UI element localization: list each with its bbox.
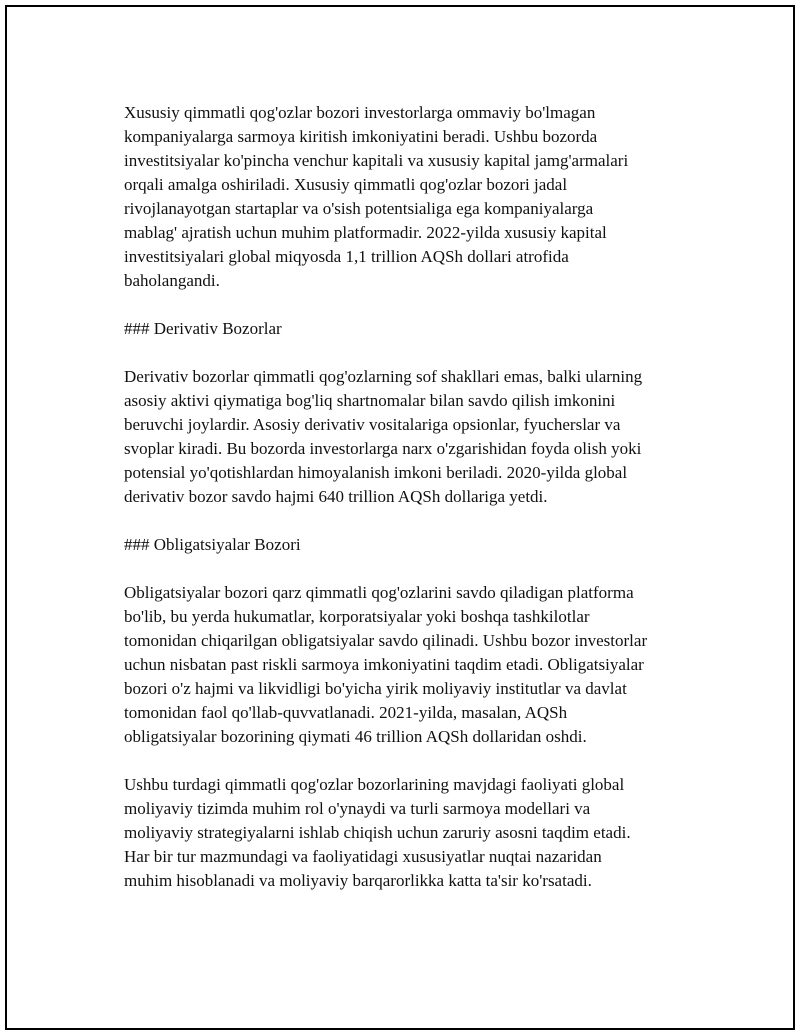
heading-bond-market: ### Obligatsiyalar Bozori bbox=[124, 535, 301, 554]
page-frame bbox=[5, 5, 795, 1030]
document-body bbox=[124, 101, 694, 917]
paragraph-derivatives: Derivativ bozorlar qimmatli qog'ozlarning sof shakllari emas, balki ularning asosiy aktivi qiymatiga bog'liq shartnomalar bilan savdo qilish imkonini beruvchi joylardir. Asosiy derivativ vositalariga opsionlar, fyucherslar va svoplar kiradi. Bu bozorda investorlarga narx o'zgarishidan foyda olish yoki potensial yo'qotishlardan himoyalanish imkoni beriladi. 2020-yilda global derivativ bozor savdo hajmi 640 trillion AQSh dollariga yetdi. bbox=[124, 367, 643, 506]
paragraph-private-equity: Xususiy qimmatli qog'ozlar bozori investorlarga ommaviy bo'lmagan kompaniyalarga sarmoya kiritish imkoniyatini beradi. Ushbu bozorda investitsiyalar ko'pincha venchur kapitali va xususiy kapital jamg'armalari orqali amalga oshiriladi. Xususiy qimmatli qog'ozlar bozori jadal rivojlanayotgan startaplar va o'sish potentsialiga ega kompaniyalarga mablag' ajratish uchun muhim platformadir. 2022-yilda xususiy kapital investitsiyalari global miqyosda 1,1 trillion AQSh dollari atrofida baholangandi. bbox=[124, 103, 629, 290]
paragraph-conclusion: Ushbu turdagi qimmatli qog'ozlar bozorlarining mavjdagi faoliyati global moliyaviy tizimda muhim rol o'ynaydi va turli sarmoya modellari va moliyaviy strategiyalarni ishlab chiqish uchun zaruriy asosni taqdim etadi. Har bir tur mazmundagi va faoliyatidagi xususiyatlar nuqtai nazaridan muhim hisoblanadi va moliyaviy barqarorlikka katta ta'sir ko'rsatadi. bbox=[124, 775, 631, 890]
paragraph-bonds: Obligatsiyalar bozori qarz qimmatli qog'ozlarini savdo qiladigan platforma bo'lib, bu yerda hukumatlar, korporatsiyalar yoki boshqa tashkilotlar tomonidan chiqarilgan obligatsiyalar savdo qilinadi. Ushbu bozor investorlar uchun nisbatan past riskli sarmoya imkoniyatini taqdim etadi. Obligatsiyalar bozori o'z hajmi va likvidligi bo'yicha yirik moliyaviy institutlar va davlat tomonidan faol qo'llab-quvvatlanadi. 2021-yilda, masalan, AQSh obligatsiyalar bozorining qiymati 46 trillion AQSh dollaridan oshdi. bbox=[124, 583, 648, 746]
heading-derivative-markets: ### Derivativ Bozorlar bbox=[124, 319, 282, 338]
